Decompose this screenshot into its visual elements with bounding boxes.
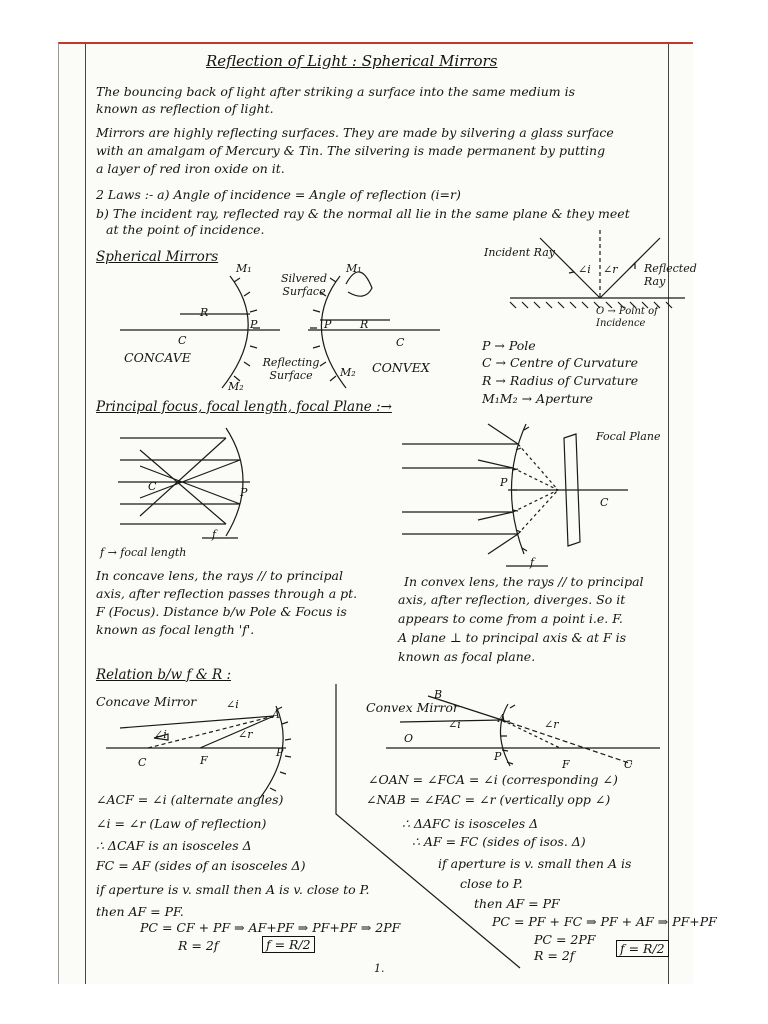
convex-focus-text: axis, after reflection, diverges. So it: [398, 592, 626, 607]
convex-step: PC = PF + FC ⇒ PF + AF ⇒ PF+PF: [492, 914, 717, 929]
p-label: P: [494, 750, 502, 763]
angle-r-label: ∠r: [603, 263, 618, 276]
concave-label: CONCAVE: [124, 350, 191, 365]
m1-label: M₁: [236, 262, 252, 275]
page-title: Reflection of Light : Spherical Mirrors: [206, 52, 498, 70]
silvered-label: Silvered Surface: [280, 272, 328, 298]
legend-item: R → Radius of Curvature: [482, 373, 639, 388]
spherical-heading: Spherical Mirrors: [96, 249, 219, 265]
p-label: P: [240, 486, 248, 499]
point-a-label: A: [272, 708, 280, 721]
focus-heading: Principal focus, focal length, focal Plane :→: [96, 399, 392, 415]
concave-step: ∠i = ∠r (Law of reflection): [96, 816, 267, 831]
concave-step: ∴ ΔCAF is an isosceles Δ: [96, 838, 252, 853]
focal-length-def: f → focal length: [100, 546, 187, 559]
convex-mirror-label: Convex Mirror: [366, 700, 459, 715]
concave-step: FC = AF (sides of an isosceles Δ): [96, 858, 306, 873]
concave-mirror-label: Concave Mirror: [96, 694, 197, 709]
c-label: C: [178, 334, 187, 347]
point-b-label: B: [434, 688, 443, 701]
convex-step: PC = 2PF: [534, 932, 596, 947]
convex-step: close to P.: [460, 876, 523, 891]
concave-step: then AF = PF.: [96, 904, 184, 919]
law-line: b) The incident ray, reflected ray & the normal all lie in the same plane & they meet: [96, 206, 630, 221]
p-label: P: [500, 476, 508, 489]
concave-step: R = 2f: [178, 938, 219, 953]
convex-focus-text: known as focal plane.: [398, 649, 536, 664]
c-label: C: [600, 496, 609, 509]
convex-step: then AF = PF: [474, 896, 560, 911]
intro-line: The bouncing back of light after striking a surface into the same medium is: [96, 84, 576, 99]
reflected-label: Reflected Ray: [644, 262, 697, 288]
angle-r-label: ∠r: [544, 718, 559, 731]
reflecting-label: Reflecting Surface: [262, 356, 320, 382]
legend-item: C → Centre of Curvature: [482, 355, 639, 370]
relation-heading: Relation b/w f & R :: [96, 667, 232, 683]
m2-label: M₂: [340, 366, 356, 379]
angle-r-label: ∠r: [238, 728, 253, 741]
result-box: f = R/2: [616, 940, 669, 957]
point-f-label: F: [562, 758, 570, 771]
intro-line: with an amalgam of Mercury & Tin. The silvering is made permanent by putting: [96, 143, 606, 158]
point-of-incidence-label: O → Point of Incidence: [596, 306, 658, 329]
page-number: 1.: [374, 962, 385, 975]
m2-label: M₂: [228, 380, 244, 393]
r-label: R: [360, 318, 369, 331]
convex-step: ∴ AF = FC (sides of isos. Δ): [412, 834, 586, 849]
concave-relation-diagram: [100, 700, 300, 800]
intro-line: Mirrors are highly reflecting surfaces. They are made by silvering a glass surface: [96, 125, 614, 140]
concave-focus-diagram: [110, 420, 260, 550]
p-label: P: [250, 318, 258, 331]
m1-label: M₁: [346, 262, 362, 275]
legend-item: M₁M₂ → Aperture: [482, 391, 593, 406]
convex-step: ∠OAN = ∠FCA = ∠i (corresponding ∠): [368, 772, 618, 787]
angle-i-label: ∠i: [154, 728, 167, 741]
intro-line: a layer of red iron oxide on it.: [96, 161, 285, 176]
convex-label: CONVEX: [372, 360, 430, 375]
legend-item: P → Pole: [482, 338, 536, 353]
convex-step: ∠NAB = ∠FAC = ∠r (vertically opp ∠): [366, 792, 611, 807]
point-f-label: F: [200, 754, 208, 767]
r-label: R: [200, 306, 209, 319]
intro-line: known as reflection of light.: [96, 101, 274, 116]
concave-step: if aperture is v. small then A is v. close to P.: [96, 882, 370, 897]
f-label: f: [530, 556, 535, 569]
concave-focus-text: In concave lens, the rays // to principal: [96, 568, 343, 583]
law-line: 2 Laws :- a) Angle of incidence = Angle of reflection (i=r): [96, 187, 461, 202]
f-label: f: [212, 528, 217, 541]
convex-step: R = 2f: [534, 948, 575, 963]
convex-step: ∴ ΔAFC is isosceles Δ: [402, 816, 539, 831]
convex-focus-text: appears to come from a point i.e. F.: [398, 611, 623, 626]
concave-focus-text: axis, after reflection passes through a pt.: [96, 586, 358, 601]
concave-focus-text: F (Focus). Distance b/w Pole & Focus is: [96, 604, 347, 619]
point-a-label: A: [498, 712, 506, 725]
convex-step: if aperture is v. small then A is: [438, 856, 632, 871]
c-label: C: [624, 758, 633, 771]
law-line: at the point of incidence.: [106, 222, 265, 237]
c-label: C: [148, 480, 157, 493]
focal-plane-label: Focal Plane: [596, 430, 661, 443]
incident-label: Incident Ray: [484, 246, 555, 259]
result-box: f = R/2: [262, 936, 315, 953]
point-o-label: O: [404, 732, 414, 745]
concave-focus-text: known as focal length 'f'.: [96, 622, 255, 637]
c-label: C: [396, 336, 405, 349]
c-label: C: [138, 756, 147, 769]
p-label: P: [276, 746, 284, 759]
convex-focus-text: In convex lens, the rays // to principal: [404, 574, 644, 589]
concave-step: ∠ACF = ∠i (alternate angles): [96, 792, 284, 807]
angle-i-label: ∠i: [448, 718, 461, 731]
angle-i-label: ∠i: [226, 698, 239, 711]
angle-i-label: ∠i: [578, 263, 591, 276]
p-label: P: [324, 318, 332, 331]
convex-focus-text: A plane ⊥ to principal axis & at F is: [398, 630, 627, 645]
concave-step: PC = CF + PF ⇒ AF+PF ⇒ PF+PF ⇒ 2PF: [140, 920, 401, 935]
